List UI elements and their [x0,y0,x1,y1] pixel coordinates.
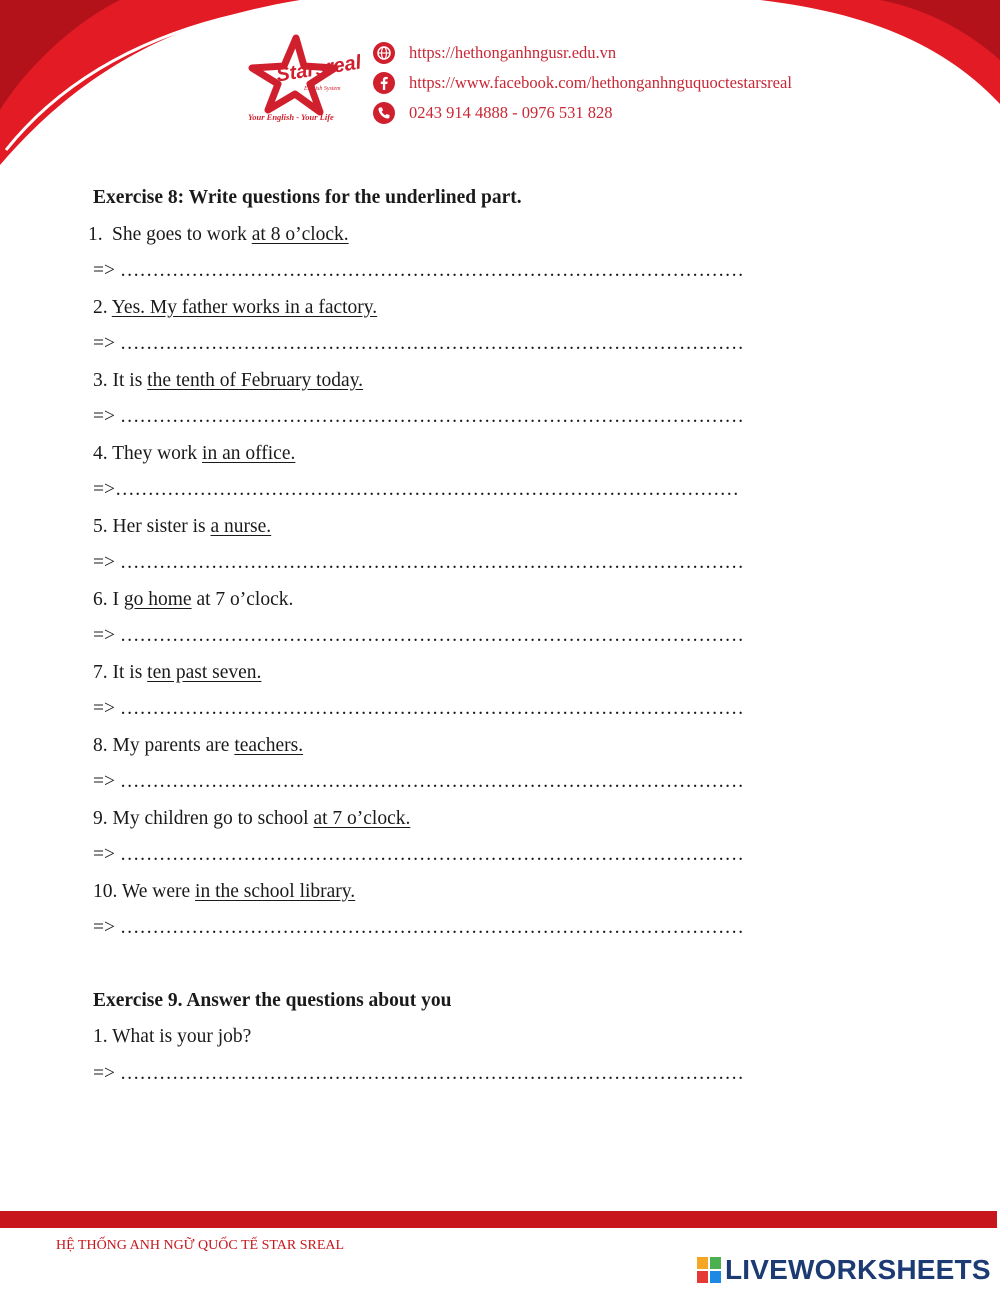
facebook-link[interactable]: https://www.facebook.com/hethonganhnguquoctestarsreal [409,73,792,92]
underlined-part: teachers. [234,734,304,756]
question-10 [93,879,813,916]
question-number: 3. [93,369,108,391]
answer-line-6[interactable]: => …………………………………………………………………………………… [93,625,744,646]
brand-tagline: Your English - Your Life [248,112,334,122]
question-6 [93,587,813,624]
question-number: 2. [93,296,108,318]
question-number: 10. [93,880,118,902]
exercise-9-title: Exercise 9. Answer the questions about you [93,989,452,1011]
question-number: 6. [93,588,108,610]
question-7 [93,660,813,697]
question-text: I [107,588,124,610]
phone-icon [373,102,395,124]
answer-line-4[interactable]: =>…………………………………………………………………………………… [93,479,739,500]
answer-line-3[interactable]: => …………………………………………………………………………………… [93,406,744,427]
answer-line-5[interactable]: => …………………………………………………………………………………… [93,552,744,573]
question-number: 7. [93,661,108,683]
question-number: 9. [93,807,108,829]
phone-row [373,98,792,128]
question-3 [93,368,813,405]
question-4 [93,441,813,478]
facebook-row [373,68,792,98]
underlined-part: at 7 o’clock. [313,807,411,829]
question-text: We were [117,880,196,902]
question-text: Her sister is [107,515,211,537]
underlined-part: Yes. My father works in a factory. [111,296,378,318]
question-text: It is [107,661,148,683]
contact-list [373,38,792,128]
question-9 [93,806,813,843]
liveworksheets-blocks-icon [697,1257,721,1283]
question-text: My children go to school [107,807,314,829]
brand-name: Starsreal [274,51,363,87]
underlined-part: go home [123,588,192,610]
liveworksheets-logo[interactable] [697,1254,991,1286]
underlined-part: in the school library. [195,880,356,902]
website-row [373,38,792,68]
liveworksheets-text: LIVEWORKSHEETS [725,1254,991,1285]
question-8 [93,733,813,770]
question-text: She goes to work [112,223,252,245]
facebook-icon [373,72,395,94]
question-text-end: at 7 o’clock. [191,588,294,610]
phone-number: 0243 914 4888 - 0976 531 828 [409,103,613,122]
question-number: 1. [88,223,103,245]
underlined-part: in an office. [202,442,296,464]
answer-line-7[interactable]: => …………………………………………………………………………………… [93,698,744,719]
footer-org-name: HỆ THỐNG ANH NGỮ QUỐC TẾ STAR SREAL [56,1238,345,1253]
answer-line-8[interactable]: => …………………………………………………………………………………… [93,771,744,792]
underlined-part: at 8 o’clock. [251,223,349,245]
brand-subtitle: English System [304,86,341,92]
section-spacer [93,952,813,988]
answer-line-10[interactable]: => …………………………………………………………………………………… [93,917,744,938]
exercise-8-title: Exercise 8: Write questions for the underlined part. [93,187,522,208]
question-2 [93,295,813,332]
starsreal-logo [240,34,365,129]
ex9-question-1: 1. What is your job? [93,1026,252,1047]
question-text: They work [107,442,203,464]
answer-line-1[interactable]: => …………………………………………………………………………………… [93,260,744,281]
ex9-answer-line-1[interactable]: => …………………………………………………………………………………… [93,1062,744,1084]
globe-icon [373,42,395,64]
question-number: 4. [93,442,108,464]
question-text: My parents are [107,734,235,756]
website-link[interactable]: https://hethonganhngusr.edu.vn [409,43,617,62]
underlined-part: the tenth of February today. [147,369,364,391]
underlined-part: ten past seven. [147,661,262,683]
underlined-part: a nurse. [210,515,272,537]
answer-line-9[interactable]: => …………………………………………………………………………………… [93,844,744,865]
question-5 [93,514,813,551]
question-text: It is [107,369,148,391]
footer-bar [0,1211,997,1228]
worksheet-content [88,185,813,1097]
question-number: 8. [93,734,108,756]
question-number: 5. [93,515,108,537]
answer-line-2[interactable]: => …………………………………………………………………………………… [93,333,744,354]
question-1 [88,222,813,259]
